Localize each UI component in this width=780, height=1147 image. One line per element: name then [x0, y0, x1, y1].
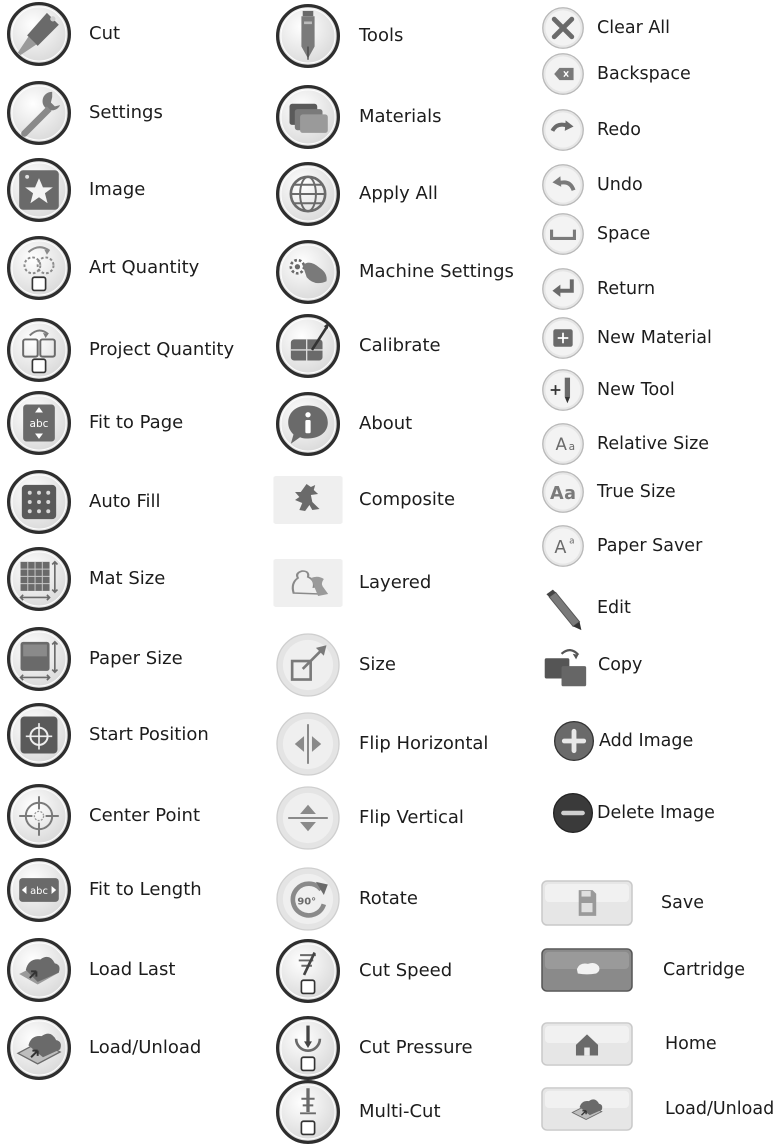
icon-label: Load Last — [89, 959, 176, 980]
icon-label: Art Quantity — [89, 257, 200, 278]
icon-label: Fit to Length — [89, 879, 202, 900]
icon-label: About — [359, 413, 413, 434]
project-quantity-icon[interactable] — [6, 317, 72, 383]
icon-label: Cut Speed — [359, 960, 453, 981]
load-last-icon[interactable] — [6, 937, 72, 1003]
clear-x-icon[interactable] — [541, 6, 585, 50]
resize-icon[interactable] — [275, 632, 341, 698]
icon-label: Save — [661, 893, 704, 913]
house-icon[interactable] — [541, 1022, 633, 1066]
paper-saver-icon[interactable] — [541, 524, 585, 568]
svg-text:A: A — [554, 538, 567, 559]
svg-text:90°: 90° — [297, 896, 317, 908]
icon-label: Start Position — [89, 724, 209, 745]
icon-label: Delete Image — [597, 803, 715, 823]
space-bar-icon[interactable] — [541, 212, 585, 256]
new-tool-icon[interactable] — [541, 368, 585, 412]
icon-label: Auto Fill — [89, 491, 161, 512]
icon-label: Project Quantity — [89, 339, 235, 360]
icon-label: Cut — [89, 23, 121, 44]
tool-pen-icon[interactable] — [275, 3, 341, 69]
composite-figure-icon[interactable] — [272, 475, 344, 525]
icon-label: Tools — [359, 25, 404, 46]
svg-text:abc: abc — [30, 885, 48, 897]
icon-label: Size — [359, 654, 396, 675]
flip-vertical-icon[interactable] — [275, 785, 341, 851]
machine-settings-icon[interactable] — [275, 239, 341, 305]
cut-pressure-icon[interactable] — [275, 1015, 341, 1081]
icon-label: Copy — [598, 655, 643, 675]
calibrate-icon[interactable] — [275, 313, 341, 379]
svg-text:a: a — [568, 441, 576, 454]
fit-to-page-icon[interactable] — [6, 390, 72, 456]
icon-label: Cartridge — [663, 960, 746, 980]
icon-label: Backspace — [597, 64, 691, 84]
icon-label: Flip Vertical — [359, 807, 464, 828]
minus-circle-icon[interactable] — [551, 791, 595, 835]
svg-text:abc: abc — [29, 417, 49, 430]
globe-icon[interactable] — [275, 161, 341, 227]
start-position-icon[interactable] — [6, 702, 72, 768]
svg-text:a: a — [564, 484, 576, 505]
icon-label: Center Point — [89, 805, 200, 826]
load-unload-icon[interactable] — [6, 1015, 72, 1081]
return-arrow-icon[interactable] — [541, 267, 585, 311]
icon-label: Fit to Page — [89, 412, 184, 433]
backspace-icon[interactable] — [541, 52, 585, 96]
art-quantity-icon[interactable] — [6, 235, 72, 301]
icon-label: Paper Size — [89, 648, 183, 669]
pencil-icon[interactable] — [540, 585, 586, 631]
wrench-icon[interactable] — [6, 80, 72, 146]
redo-icon[interactable] — [541, 108, 585, 152]
icon-label: Cut Pressure — [359, 1037, 473, 1058]
icon-label: Load/Unload — [665, 1099, 775, 1119]
icon-label: Machine Settings — [359, 261, 514, 282]
icon-label: Return — [597, 279, 656, 299]
icon-label: Apply All — [359, 183, 438, 204]
icon-label: Mat Size — [89, 568, 166, 589]
cut-speed-icon[interactable] — [275, 938, 341, 1004]
icon-label: Home — [665, 1034, 717, 1054]
cut-blade-icon[interactable] — [6, 1, 72, 67]
true-size-icon[interactable] — [541, 470, 585, 514]
auto-fill-icon[interactable] — [6, 469, 72, 535]
relative-size-icon[interactable] — [541, 422, 585, 466]
icon-label: Clear All — [597, 18, 671, 38]
cartridge-icon[interactable] — [541, 948, 633, 992]
multi-cut-icon[interactable] — [275, 1079, 341, 1145]
icon-label: Flip Horizontal — [359, 733, 489, 754]
rotate-90-icon[interactable] — [275, 866, 341, 932]
icon-label: Materials — [359, 106, 442, 127]
icon-label: Relative Size — [597, 434, 710, 454]
svg-text:A: A — [555, 434, 567, 455]
icon-label: Multi-Cut — [359, 1101, 441, 1122]
paper-size-icon[interactable] — [6, 626, 72, 692]
fit-to-length-icon[interactable] — [6, 857, 72, 923]
icon-label: Calibrate — [359, 335, 441, 356]
center-point-icon[interactable] — [6, 783, 72, 849]
icon-label: True Size — [597, 482, 676, 502]
icon-label: Layered — [359, 572, 432, 593]
info-bubble-icon[interactable] — [275, 391, 341, 457]
undo-icon[interactable] — [541, 163, 585, 207]
icon-label: Redo — [597, 120, 641, 140]
icon-label: Load/Unload — [89, 1037, 202, 1058]
svg-text:a: a — [569, 536, 575, 547]
layered-figure-icon[interactable] — [272, 558, 344, 608]
icon-label: Composite — [359, 489, 456, 510]
plus-circle-icon[interactable] — [552, 719, 596, 763]
icon-label: Paper Saver — [597, 536, 703, 556]
mat-size-icon[interactable] — [6, 546, 72, 612]
icon-label: Space — [597, 224, 651, 244]
icon-label: Add Image — [599, 731, 694, 751]
load-unload-icon[interactable] — [541, 1087, 633, 1131]
icon-label: New Tool — [597, 380, 675, 400]
materials-icon[interactable] — [275, 84, 341, 150]
flip-horizontal-icon[interactable] — [275, 711, 341, 777]
icon-label: Rotate — [359, 888, 418, 909]
icon-label: Undo — [597, 175, 643, 195]
svg-text:A: A — [550, 484, 564, 505]
icon-label: Edit — [597, 598, 631, 618]
copy-icon[interactable] — [538, 637, 594, 693]
floppy-disk-icon[interactable] — [541, 880, 633, 926]
new-material-icon[interactable] — [541, 316, 585, 360]
icon-label: New Material — [597, 328, 712, 348]
icon-label: Settings — [89, 102, 163, 123]
star-image-icon[interactable] — [6, 157, 72, 223]
icon-label: Image — [89, 179, 146, 200]
